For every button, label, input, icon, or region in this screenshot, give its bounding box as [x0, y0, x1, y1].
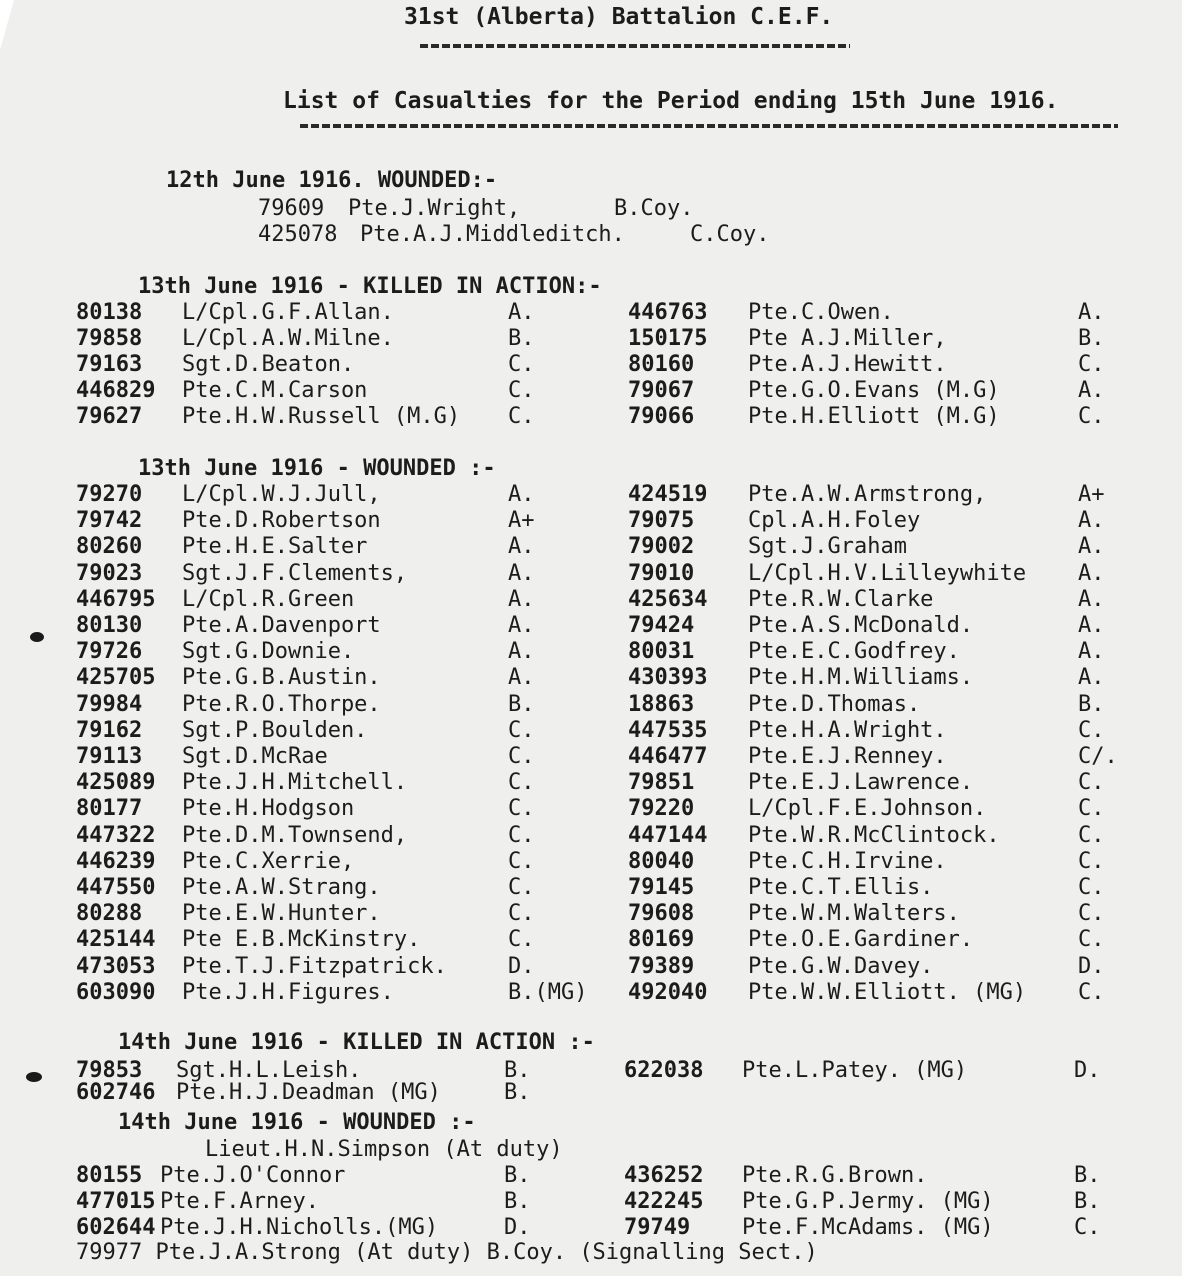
service-number: 80260: [76, 534, 143, 560]
soldier-name: Pte.H.E.Salter: [182, 534, 368, 560]
service-number: 79163: [76, 352, 143, 377]
company: B.: [504, 1058, 531, 1083]
company: C.: [1074, 1215, 1101, 1240]
company: B.: [508, 326, 535, 351]
service-number: 79627: [76, 404, 143, 429]
soldier-name: Sgt.J.F.Clements,: [182, 560, 408, 586]
soldier-name: Pte.J.O'Connor: [160, 1163, 346, 1188]
service-number: 477015: [76, 1189, 156, 1214]
casualty-row: [0, 980, 1182, 1006]
casualty-row: [0, 796, 1182, 822]
soldier-name: Pte.L.Patey. (MG): [742, 1058, 968, 1083]
soldier-name: Pte.R.G.Brown.: [742, 1163, 928, 1188]
casualty-entry: [0, 222, 1182, 248]
company: A+: [508, 508, 535, 534]
casualty-row: [0, 534, 1182, 560]
title-underline: [420, 44, 850, 48]
service-number: 492040: [628, 979, 708, 1005]
section-heading: 12th June 1916. WOUNDED:-: [166, 168, 498, 193]
casualty-row: [0, 1080, 1182, 1106]
soldier-name: Pte.J.H.Mitchell.: [182, 770, 408, 796]
casualty-row: [0, 378, 1182, 404]
company: C.: [508, 378, 535, 403]
service-number: 79066: [628, 404, 695, 429]
company: B.: [1074, 1189, 1101, 1214]
company: C.: [1078, 770, 1105, 796]
company: B.: [508, 691, 535, 717]
soldier-name: Pte.G.B.Austin.: [182, 665, 381, 691]
casualty-row: [0, 613, 1182, 639]
company: C.: [1078, 927, 1105, 953]
document-title: 31st (Alberta) Battalion C.E.F.: [404, 4, 834, 30]
service-number: 80031: [628, 639, 695, 665]
company: B.: [504, 1163, 531, 1188]
soldier-name: Pte.F.McAdams. (MG): [742, 1215, 994, 1240]
service-number: 602644: [76, 1215, 156, 1240]
casualty-row: [0, 639, 1182, 665]
soldier-name: Pte.G.W.Davey.: [748, 953, 934, 979]
company: B.: [504, 1080, 531, 1105]
company: C.: [1078, 717, 1105, 743]
company: A.: [508, 665, 535, 691]
soldier-name: Pte.R.O.Thorpe.: [182, 691, 381, 717]
casualty-row: [0, 849, 1182, 875]
soldier-name: Pte.T.J.Fitzpatrick.: [182, 953, 447, 979]
company: D.: [508, 953, 535, 979]
service-number: 79424: [628, 613, 695, 638]
service-number: 80177: [76, 796, 143, 822]
service-number: 79023: [76, 560, 143, 586]
soldier-name: Pte.R.W.Clarke: [748, 586, 934, 612]
soldier-name: Pte.H.W.Russell (M.G): [182, 404, 461, 429]
service-number: 80155: [76, 1163, 143, 1188]
company: C.: [1078, 352, 1105, 377]
casualty-row: [0, 508, 1182, 534]
company: C.: [508, 927, 535, 953]
service-number: 80160: [628, 352, 695, 377]
soldier-name: Pte.H.J.Deadman (MG): [176, 1080, 441, 1105]
company: D.: [504, 1215, 531, 1240]
company: B.(MG): [508, 979, 588, 1005]
soldier-name: Sgt.G.Downie.: [182, 639, 355, 665]
service-number: 80040: [628, 848, 695, 874]
soldier-name: Pte.E.W.Hunter.: [182, 901, 381, 927]
soldier-name: L/Cpl.W.J.Jull,: [182, 482, 381, 507]
soldier-name: Pte.C.T.Ellis.: [748, 875, 934, 900]
soldier-name: Pte.G.P.Jermy. (MG): [742, 1189, 994, 1214]
company: A.: [1078, 508, 1105, 534]
soldier-name: Pte.C.M.Carson: [182, 378, 368, 403]
document-subtitle: List of Casualties for the Period ending 15th June 1916.: [283, 88, 1059, 114]
section-heading: 14th June 1916 - WOUNDED :-: [118, 1110, 476, 1135]
service-number: 79608: [628, 901, 695, 927]
casualty-row: [0, 744, 1182, 770]
company: B.Coy.: [614, 196, 694, 221]
company: A.: [508, 482, 535, 507]
company: C.: [508, 901, 535, 927]
service-number: 79609: [258, 196, 325, 221]
casualty-row: [0, 665, 1182, 691]
casualty-row: [0, 770, 1182, 796]
service-number: 602746: [76, 1080, 156, 1105]
company: A.: [508, 586, 535, 612]
service-number: 622038: [624, 1058, 704, 1083]
service-number: 447550: [76, 875, 156, 900]
company: C.: [508, 796, 535, 822]
service-number: 447322: [76, 822, 156, 848]
footer-entry: 79977 Pte.J.A.Strong (At duty) B.Coy. (Signalling Sect.): [76, 1240, 818, 1265]
soldier-name: L/Cpl.G.F.Allan.: [182, 300, 394, 325]
company: C.: [508, 352, 535, 377]
casualty-row: [0, 954, 1182, 980]
soldier-name: Pte.H.Elliott (M.G): [748, 404, 1000, 429]
soldier-name: Pte.W.M.Walters.: [748, 901, 960, 927]
casualty-row: [0, 561, 1182, 587]
casualty-row: [0, 326, 1182, 352]
service-number: 79858: [76, 326, 143, 351]
soldier-name: Pte.E.J.Lawrence.: [748, 770, 974, 796]
service-number: 79067: [628, 378, 695, 403]
soldier-name: Pte.D.M.Townsend,: [182, 822, 408, 848]
service-number: 447535: [628, 717, 708, 743]
company: D.: [1078, 953, 1105, 979]
service-number: 79749: [624, 1215, 691, 1240]
section-heading: 14th June 1916 - KILLED IN ACTION :-: [118, 1030, 595, 1055]
company: A.: [1078, 586, 1105, 612]
company: C.: [1078, 822, 1105, 848]
company: C.: [1078, 796, 1105, 822]
service-number: 79270: [76, 482, 143, 507]
casualty-row: [0, 692, 1182, 718]
soldier-name: Pte.A.J.Hewitt.: [748, 352, 947, 377]
service-number: 446829: [76, 378, 156, 403]
casualty-row: [0, 482, 1182, 508]
casualty-row: [0, 1215, 1182, 1241]
soldier-name: Pte.A.W.Strang.: [182, 875, 381, 900]
company: C.: [1078, 404, 1105, 429]
company: A.: [508, 300, 535, 325]
service-number: 79742: [76, 508, 143, 534]
casualty-row: [0, 927, 1182, 953]
casualty-row: [0, 875, 1182, 901]
soldier-name: Pte.W.W.Elliott. (MG): [748, 979, 1027, 1005]
soldier-name: Cpl.A.H.Foley: [748, 508, 921, 534]
company: C.: [508, 717, 535, 743]
company: A.: [1078, 639, 1105, 665]
soldier-name: Pte E.B.McKinstry.: [182, 927, 421, 953]
service-number: 446795: [76, 586, 156, 612]
service-number: 422245: [624, 1189, 704, 1214]
service-number: 79145: [628, 875, 695, 900]
service-number: 80169: [628, 927, 695, 953]
company: C/.: [1078, 744, 1118, 769]
soldier-name: L/Cpl.R.Green: [182, 586, 355, 612]
soldier-name: Pte.A.J.Middleditch.: [360, 222, 625, 247]
casualty-row: [0, 901, 1182, 927]
margin-mark: [26, 1072, 42, 1082]
company: D.: [1074, 1058, 1101, 1083]
service-number: 80288: [76, 901, 143, 927]
casualty-row: [0, 300, 1182, 326]
company: B.: [1078, 326, 1105, 351]
soldier-name: L/Cpl.A.W.Milne.: [182, 326, 394, 351]
soldier-name: Sgt.D.McRae: [182, 744, 328, 769]
company: C.: [508, 404, 535, 429]
service-number: 425089: [76, 770, 156, 796]
soldier-name: L/Cpl.H.V.Lilleywhite: [748, 560, 1027, 586]
soldier-name: Pte.C.H.Irvine.: [748, 848, 947, 874]
soldier-name: Pte.J.H.Nicholls.(MG): [160, 1215, 439, 1240]
service-number: 424519: [628, 482, 708, 507]
section-heading: 13th June 1916 - WOUNDED :-: [138, 456, 496, 481]
company: C.: [508, 822, 535, 848]
company: A.: [1078, 300, 1105, 325]
company: B.: [1074, 1163, 1101, 1188]
company: A.: [508, 613, 535, 638]
service-number: 79002: [628, 534, 695, 560]
soldier-name: Sgt.H.L.Leish.: [176, 1058, 362, 1083]
service-number: 446763: [628, 300, 708, 325]
soldier-name: Pte.D.Robertson: [182, 508, 381, 534]
service-number: 79984: [76, 691, 143, 717]
service-number: 18863: [628, 691, 695, 717]
service-number: 79726: [76, 639, 143, 665]
company: A+: [1078, 482, 1105, 507]
service-number: 446239: [76, 848, 156, 874]
soldier-name: Pte.C.Owen.: [748, 300, 894, 325]
company: C.: [508, 848, 535, 874]
company: A.: [508, 639, 535, 665]
soldier-name: Pte.G.O.Evans (M.G): [748, 378, 1000, 403]
casualty-row: [0, 718, 1182, 744]
soldier-name: Pte.A.W.Armstrong,: [748, 482, 987, 507]
company: C.Coy.: [690, 222, 770, 247]
service-number: 79389: [628, 953, 695, 979]
service-number: 79113: [76, 744, 143, 769]
torn-corner: [0, 0, 14, 50]
company: A.: [1078, 665, 1105, 691]
casualty-entry: [0, 196, 1182, 222]
soldier-name: Pte.H.Hodgson: [182, 796, 355, 822]
service-number: 79851: [628, 770, 695, 796]
company: C.: [1078, 848, 1105, 874]
company: A.: [508, 560, 535, 586]
soldier-name: Pte.J.H.Figures.: [182, 979, 394, 1005]
soldier-name: Sgt.J.Graham: [748, 534, 907, 560]
company: C.: [508, 770, 535, 796]
service-number: 79220: [628, 796, 695, 822]
company: C.: [1078, 875, 1105, 900]
service-number: 80130: [76, 613, 143, 638]
company: B.: [1078, 691, 1105, 717]
service-number: 79010: [628, 560, 695, 586]
soldier-name: Pte.A.S.McDonald.: [748, 613, 974, 638]
casualty-row: [0, 1189, 1182, 1215]
company: C.: [1078, 979, 1105, 1005]
service-number: 80138: [76, 300, 143, 325]
service-number: 425634: [628, 586, 708, 612]
soldier-name: Pte.J.Wright,: [348, 196, 521, 221]
casualty-row: [0, 587, 1182, 613]
service-number: 425705: [76, 665, 156, 691]
soldier-name: Pte.D.Thomas.: [748, 691, 921, 717]
company: B.: [504, 1189, 531, 1214]
service-number: 603090: [76, 979, 156, 1005]
margin-mark: [30, 632, 44, 642]
service-number: 473053: [76, 953, 156, 979]
service-number: 79075: [628, 508, 695, 534]
company: A.: [1078, 378, 1105, 403]
company: C.: [1078, 901, 1105, 927]
casualty-row: [0, 404, 1182, 430]
soldier-name: L/Cpl.F.E.Johnson.: [748, 796, 987, 822]
soldier-name: Pte.E.J.Renney.: [748, 744, 947, 769]
service-number: 430393: [628, 665, 708, 691]
soldier-name: Pte.E.C.Godfrey.: [748, 639, 960, 665]
company: A.: [1078, 613, 1105, 638]
soldier-name: Pte.W.R.McClintock.: [748, 822, 1000, 848]
casualty-row: [0, 823, 1182, 849]
service-number: 447144: [628, 822, 708, 848]
company: C.: [508, 744, 535, 769]
soldier-name: Pte.H.A.Wright.: [748, 717, 947, 743]
company: A.: [1078, 560, 1105, 586]
service-number: 79853: [76, 1058, 143, 1083]
service-number: 150175: [628, 326, 708, 351]
soldier-name: Pte A.J.Miller,: [748, 326, 947, 351]
soldier-name: Pte.A.Davenport: [182, 613, 381, 638]
soldier-name: Pte.H.M.Williams.: [748, 665, 974, 691]
casualty-row: [0, 1163, 1182, 1189]
soldier-name: Pte.C.Xerrie,: [182, 848, 355, 874]
section-heading: 13th June 1916 - KILLED IN ACTION:-: [138, 274, 602, 299]
soldier-name: Pte.F.Arney.: [160, 1189, 319, 1214]
service-number: 79162: [76, 717, 143, 743]
service-number: 425078: [258, 222, 338, 247]
company: A.: [1078, 534, 1105, 560]
company: C.: [508, 875, 535, 900]
officer-entry: Lieut.H.N.Simpson (At duty): [205, 1137, 563, 1162]
company: A.: [508, 534, 535, 560]
service-number: 425144: [76, 927, 156, 953]
service-number: 436252: [624, 1163, 704, 1188]
service-number: 446477: [628, 744, 708, 769]
casualty-row: [0, 352, 1182, 378]
soldier-name: Pte.O.E.Gardiner.: [748, 927, 974, 953]
subtitle-underline: [300, 124, 1118, 128]
soldier-name: Sgt.P.Boulden.: [182, 717, 368, 743]
soldier-name: Sgt.D.Beaton.: [182, 352, 355, 377]
